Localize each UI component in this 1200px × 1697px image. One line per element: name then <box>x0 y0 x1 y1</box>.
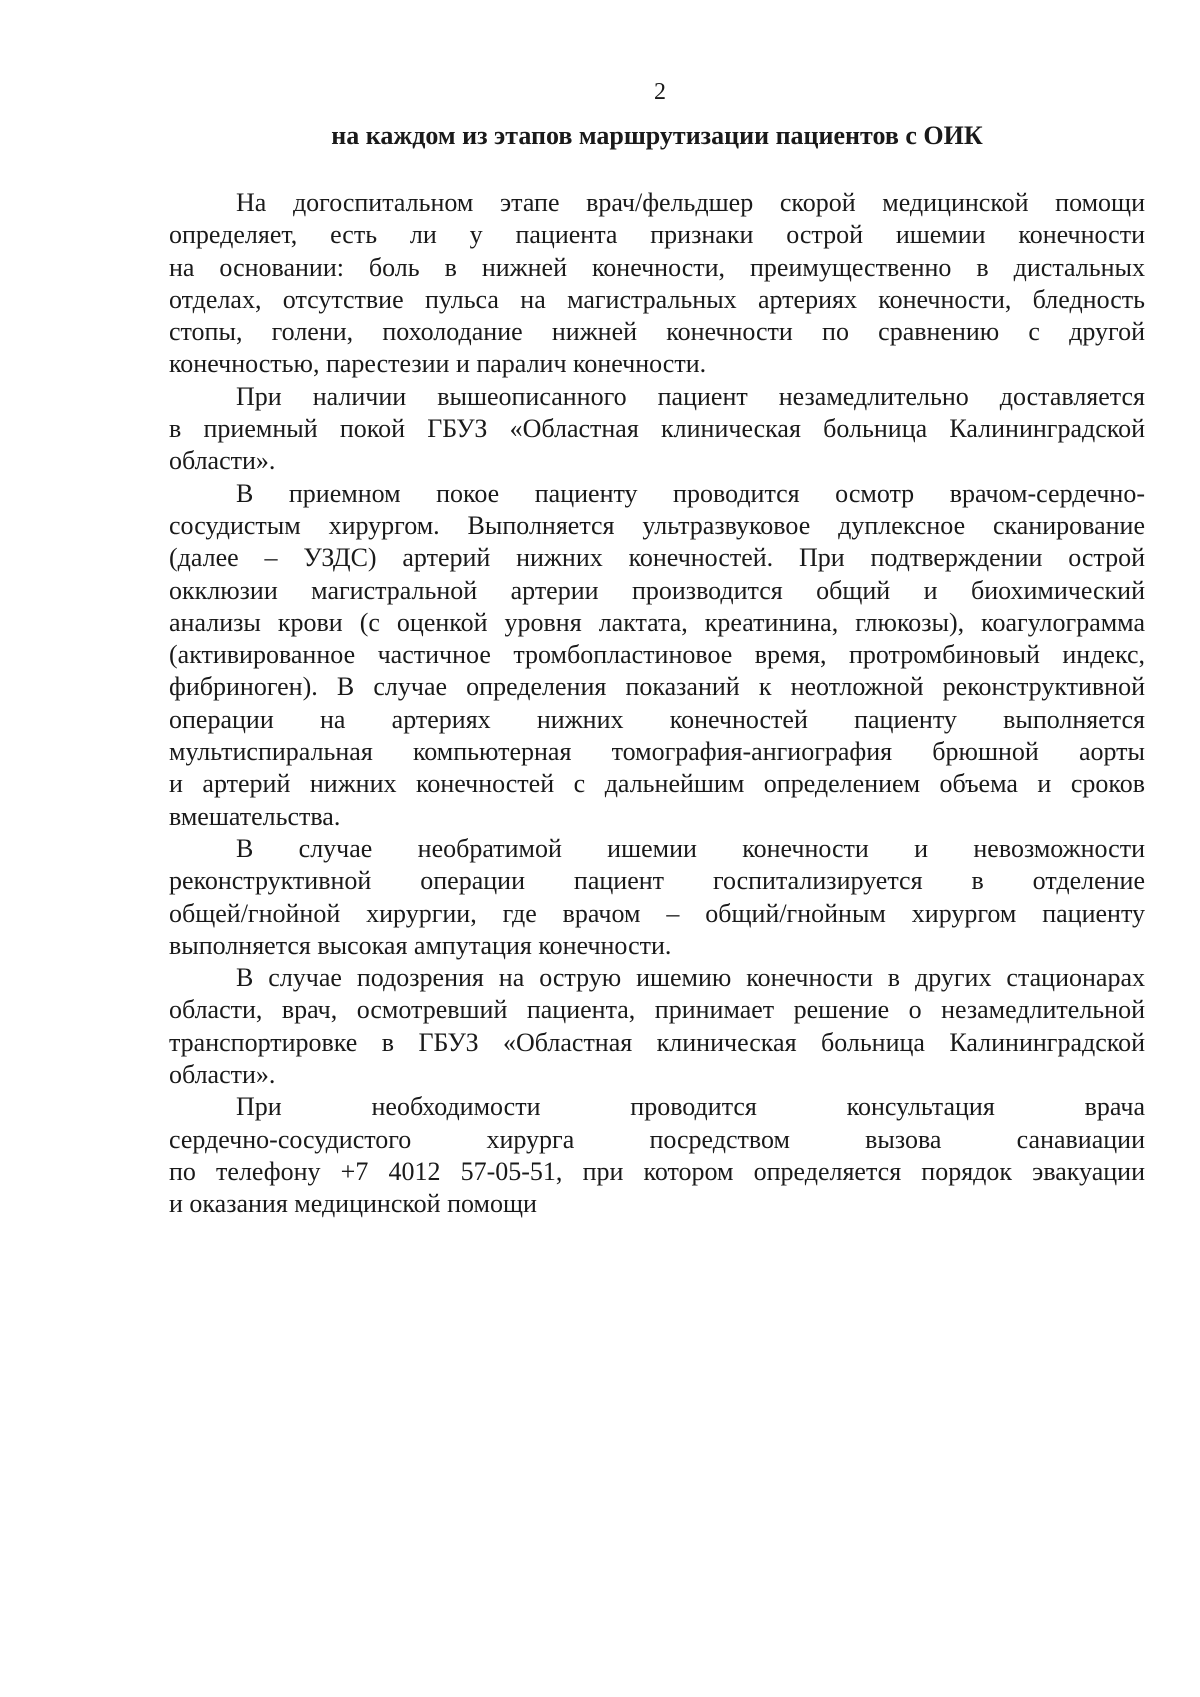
section-heading: на каждом из этапов маршрутизации пациентов с ОИК <box>331 121 983 150</box>
paragraph-admission <box>169 478 1145 833</box>
text-line: выполняется высокая ампутация конечности. <box>169 930 672 960</box>
paragraph-delivery <box>169 381 1145 478</box>
paragraph-prehospital <box>169 187 1145 381</box>
text-line: реконструктивной операции пациент госпитализируется в отделение <box>169 866 1145 896</box>
text-line: (далее – УЗДС) артерий нижних конечностей. При подтверждении острой <box>169 543 1145 573</box>
text-line: мультиспиральная компьютерная томография-ангиография брюшной аорты <box>169 737 1145 767</box>
text-line: общей/гнойной хирургии, где врачом – общий/гнойным хирургом пациенту <box>169 898 1145 928</box>
text-line: области». <box>169 446 276 476</box>
text-line: области». <box>169 1060 276 1090</box>
text-line: На догоспитальном этапе врач/фельдшер скорой медицинской помощи <box>236 188 1145 217</box>
document-body <box>169 187 1145 1221</box>
text-line: и оказания медицинской помощи <box>169 1189 537 1219</box>
text-line: стопы, голени, похолодание нижней конечности по сравнению с другой <box>169 317 1145 347</box>
text-line: области, врач, осмотревший пациента, принимает решение о незамедлительной <box>169 995 1145 1025</box>
text-line: фибриноген). В случае определения показаний к неотложной реконструктивной <box>169 672 1145 702</box>
text-line: отделах, отсутствие пульса на магистральных артериях конечности, бледность <box>169 284 1145 314</box>
text-line: и артерий нижних конечностей с дальнейшим определением объема и сроков <box>169 769 1145 799</box>
paragraph-amputation <box>169 833 1145 962</box>
text-line: В случае необратимой ишемии конечности и невозможности <box>236 833 1145 863</box>
text-line: В случае подозрения на острую ишемию конечности в других стационарах <box>236 963 1145 993</box>
paragraph-other-hospitals <box>169 962 1145 1091</box>
text-line: на основании: боль в нижней конечности, преимущественно в дистальных <box>169 252 1145 282</box>
paragraph-consultation <box>169 1091 1145 1220</box>
text-line: транспортировке в ГБУЗ «Областная клиническая больница Калининградской <box>169 1027 1145 1057</box>
text-line: При необходимости проводится консультация врача <box>236 1092 1145 1122</box>
text-line: При наличии вышеописанного пациент незамедлительно доставляется <box>236 381 1145 411</box>
text-line: операции на артериях нижних конечностей пациенту выполняется <box>169 704 1145 734</box>
text-line: окклюзии магистральной артерии производится общий и биохимический <box>169 575 1145 605</box>
text-line: сердечно-сосудистого хирурга посредством вызова санавиации <box>169 1124 1145 1154</box>
text-line: сосудистым хирургом. Выполняется ультразвуковое дуплексное сканирование <box>169 510 1145 540</box>
text-line: в приемный покой ГБУЗ «Областная клиническая больница Калининградской <box>169 414 1145 444</box>
text-line: конечностью, парестезии и паралич конечности. <box>169 349 707 379</box>
text-line: В приемном покое пациенту проводится осмотр врачом-сердечно- <box>236 478 1145 508</box>
page-number: 2 <box>654 79 666 105</box>
text-line: анализы крови (с оценкой уровня лактата, креатинина, глюкозы), коагулограмма <box>169 607 1145 637</box>
text-line: (активированное частичное тромбопластиновое время, протромбиновый индекс, <box>169 640 1145 670</box>
text-line: определяет, есть ли у пациента признаки острой ишемии конечности <box>169 220 1145 250</box>
text-line: по телефону +7 4012 57-05-51, при котором определяется порядок эвакуации <box>169 1156 1145 1186</box>
text-line: вмешательства. <box>169 801 341 831</box>
